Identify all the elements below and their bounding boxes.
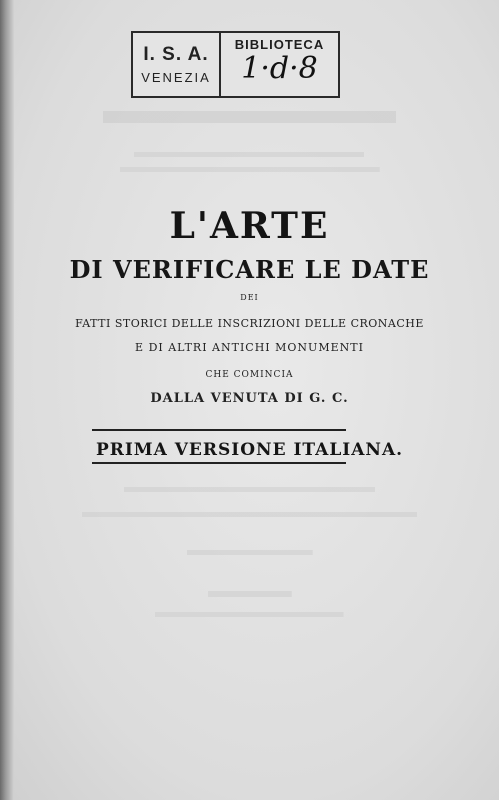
- subtitle-line-2: E DI ALTRI ANTICHI MONUMENTI: [135, 341, 364, 354]
- subtitle-connector: DEI: [240, 293, 259, 302]
- book-title: L'ARTE: [169, 205, 330, 247]
- bleed-through-mark: [40, 590, 459, 598]
- stamp-library: BIBLIOTECA: [234, 37, 325, 52]
- stamp-institute-box: [133, 33, 221, 96]
- bleed-through-mark: [40, 510, 459, 518]
- bleed-through-mark: [40, 165, 459, 173]
- top-rule: [92, 429, 346, 431]
- bleed-through-mark: [40, 150, 459, 158]
- stamp-shelf-box: [221, 33, 338, 96]
- subtitle-line-3: DALLA VENUTA DI G. C.: [150, 391, 349, 406]
- stamp-city: VENEZIA: [141, 70, 211, 85]
- stamp-institute: I. S. A.: [143, 44, 209, 65]
- bottom-rule: [92, 462, 346, 464]
- subtitle-connector-2: CHE COMINCIA: [205, 370, 294, 380]
- subtitle-line-1: FATTI STORICI DELLE INSCRIZIONI DELLE CRONACHE: [75, 317, 424, 330]
- bleed-through-mark: [40, 548, 459, 556]
- edition-label: PRIMA VERSIONE ITALIANA.: [95, 440, 404, 460]
- stamp-shelfmark: 1·d·8: [241, 51, 318, 86]
- bleed-through-mark: [40, 610, 459, 618]
- library-stamp: [131, 31, 340, 98]
- bleed-through-mark: [40, 108, 459, 126]
- book-subtitle: DI VERIFICARE LE DATE: [69, 255, 430, 284]
- bleed-through-mark: [40, 485, 459, 493]
